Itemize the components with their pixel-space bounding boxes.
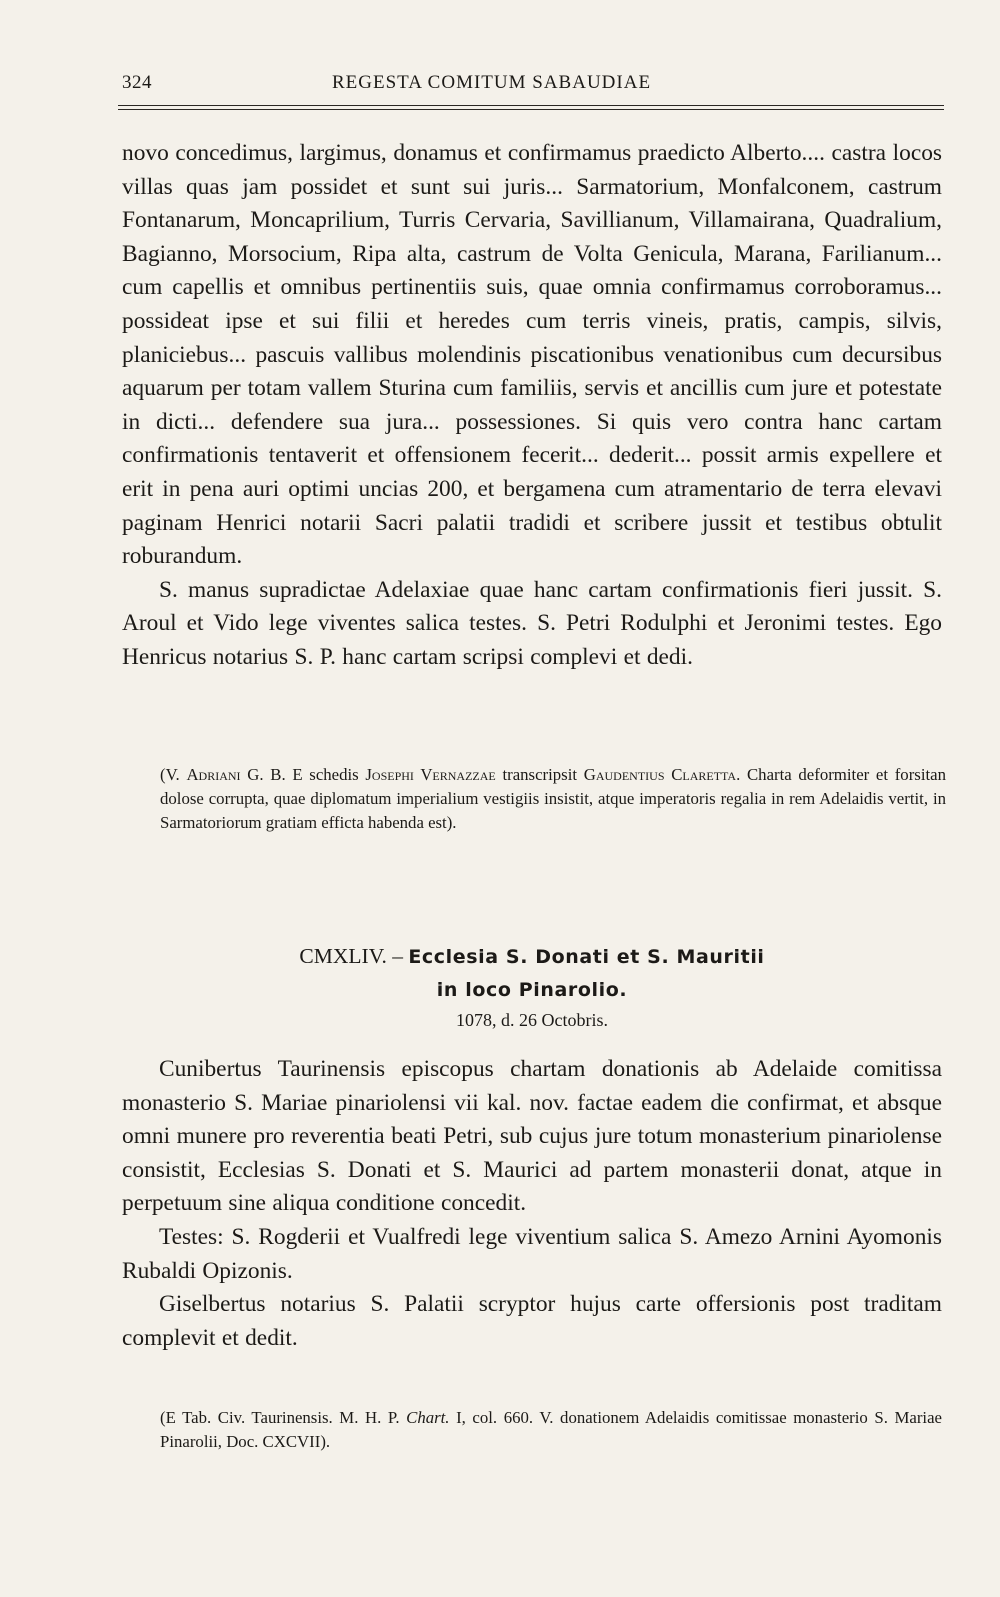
source-note-paragraph — [160, 1406, 942, 1454]
note-text: (E Tab. Civ. Taurinensis. M. H. P. — [160, 1408, 407, 1427]
note-text: G. B. E schedis — [240, 765, 366, 784]
witnesses-paragraph: Testes: S. Rogderii et Vualfredi lege viventium salica S. Amezo Arnini Ayomonis Rubaldi Opizonis. — [122, 1223, 942, 1284]
note-text: (V. — [160, 765, 187, 784]
document-text-continued — [122, 137, 942, 675]
author-name: Adriani — [186, 765, 241, 784]
author-name: Gaudentius Claretta — [583, 765, 737, 784]
page-number: 324 — [122, 72, 152, 93]
note-text: I, col. 660. V. donationem Adelaidis comitissae monasterio S. Mariae Pinarolii, Doc. CXCVII). — [160, 1408, 942, 1452]
entry-title-line — [122, 973, 942, 1006]
signatures-paragraph: S. manus supradictae Adelaxiae quae hanc cartam confirmationis fieri jussit. S. Aroul et Vido lege viventes salica testes. S. Petri Rodulphi et Jeronimi testes. Ego Henricus notarius S. P. hanc cartam scripsi complevi et dedi. — [122, 576, 942, 670]
header-rule-top — [118, 105, 944, 106]
source-note — [160, 1406, 942, 1454]
entry-title-line — [122, 940, 942, 973]
notary-paragraph: Giselbertus notarius S. Palatii scryptor hujus carte offersionis post traditam complevit et dedit. — [122, 1291, 942, 1351]
entry-summary — [122, 1053, 942, 1355]
note-text: . Charta deformiter et forsitan dolose corrupta, quae diplomatum imperialium vestigiis insistit, atque imperatoris regalia in rem Adelaidis vertit, in Sarmatoriorum gratiam efficta habenda est). — [160, 765, 946, 833]
page-header — [122, 72, 942, 102]
summary-paragraph: Cunibertus Taurinensis episcopus chartam donationis ab Adelaide comitissa monasterio S. Mariae pinariolensi vii kal. nov. factae eadem die confirmat, et absque omni munere pro reverentia beati Petri, sub cujus jure totum monasterium pinariolense consistit, Ecclesias S. Donati et S. Maurici ad partem monasterii donat, atque in perpetuum sine aliqua conditione concedit. — [122, 1056, 942, 1217]
source-note — [160, 763, 946, 836]
header-rule-bottom — [118, 109, 944, 110]
note-italic: Chart. — [406, 1408, 450, 1427]
source-note-paragraph — [160, 763, 946, 836]
entry-title-continued: in loco Pinarolio. — [436, 979, 628, 1001]
entry-title: Ecclesia S. Donati et S. Mauritii — [408, 946, 765, 968]
author-name: Josephi Vernazzae — [365, 765, 496, 784]
entry-heading — [122, 940, 942, 1006]
note-text: transcripsit — [495, 765, 584, 784]
entry-date: 1078, d. 26 Octobris. — [456, 1010, 608, 1030]
charter-text-paragraph: novo concedimus, largimus, donamus et confirmamus praedicto Alberto.... castra locos villas quas jam possidet et sunt sui juris... Sarmatorium, Monfalconem, castrum Fontanarum, Moncaprilium, Turris Cervaria, Savillianum, Villamairana, Quadralium, Bagianno, Morsocium, Ripa alta, castrum de Volta Genicula, Marana, Farilianum... cum capellis et omnibus pertinentiis suis, quae omnia confirmamus corroboramus... possideat ipse et sui filii et heredes cum terris vineis, pratis, campis, silvis, planiciebus... pascuis vallibus molendinis piscationibus venationibus cum decursibus aquarum per totam vallem Sturina cum familiis, servis et ancillis cum jure et potestate in dicti... defendere sua jura... possessiones. Si quis vero contra hanc cartam confirmationis tentaverit et offensionem fecerit... dederit... possit armis expellere et erit in pena auri optimi uncias 200, et bergamena cum atramentario de terra elevavi paginam Henrici notarii Sacri palatii tradidi et scribere jussit et testibus obtulit roburandum. — [122, 140, 942, 570]
entry-number: CMXLIV. – — [299, 944, 403, 968]
running-title: REGESTA COMITUM SABAUDIAE — [332, 72, 652, 93]
